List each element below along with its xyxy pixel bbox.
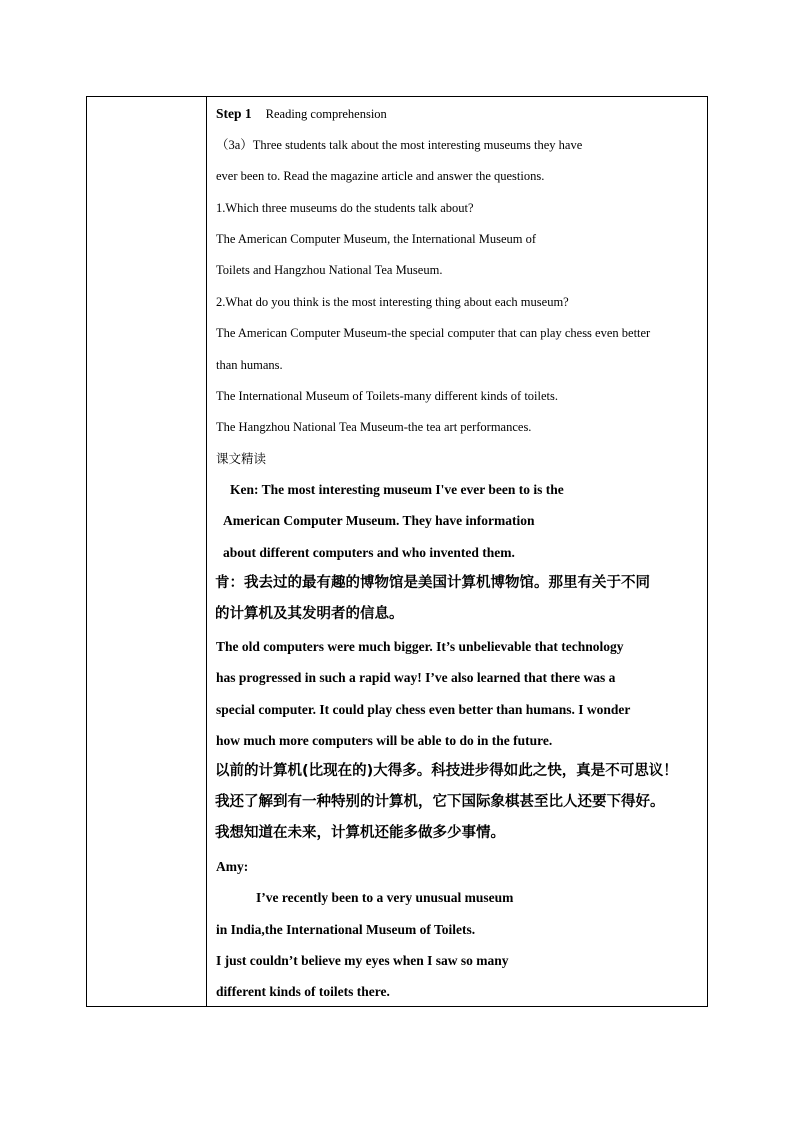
ken-cn2-line-1: 以前的计算机(比现在的)大得多。科技进步得如此之快，真是不可思议！ [215, 763, 678, 779]
answer-2-line-4: The Hangzhou National Tea Museum-the tea art performances. [216, 420, 532, 434]
amy-name: Amy: [216, 859, 249, 874]
ken-en-line-3: about different computers and who invented them. [223, 545, 515, 560]
amy-line-3: I just couldn’t believe my eyes when I saw so many [216, 953, 509, 968]
ken-cn2-line-2: 我还了解到有一种特别的计算机，它下国际象棋甚至比人还要下得好。 [215, 794, 665, 810]
answer-2-line-2: than humans. [216, 358, 283, 372]
step-heading [216, 106, 387, 122]
amy-line-2: in India,the International Museum of Toilets. [216, 922, 476, 937]
content-cell [208, 97, 707, 1006]
amy-line-4: different kinds of toilets there. [216, 984, 390, 999]
step-title: Reading comprehension [265, 107, 387, 121]
ken-en2-line-3: special computer. It could play chess even better than humans. I wonder [216, 702, 631, 717]
ken-cn-line-2: 的计算机及其发明者的信息。 [215, 606, 404, 622]
ken-cn-line-1: 肯：我去过的最有趣的博物馆是美国计算机博物馆。那里有关于不同 [215, 575, 650, 591]
answer-1-line-1: The American Computer Museum, the International Museum of [216, 232, 537, 246]
answer-1-line-2: Toilets and Hangzhou National Tea Museum. [216, 263, 443, 277]
ken-en-line-1: Ken: The most interesting museum I've ever been to is the [230, 482, 564, 497]
document-table [86, 96, 708, 1007]
amy-line-1: I’ve recently been to a very unusual museum [256, 890, 514, 905]
task-line-1: （3a）Three students talk about the most interesting museums they have [216, 138, 583, 152]
ken-en-line-2: American Computer Museum. They have information [223, 513, 535, 528]
ken-en2-line-1: The old computers were much bigger. It’s unbelievable that technology [216, 639, 624, 654]
ken-cn2-line-3: 我想知道在未来，计算机还能多做多少事情。 [215, 825, 505, 841]
task-line-2: ever been to. Read the magazine article and answer the questions. [216, 169, 545, 183]
question-2: 2.What do you think is the most interesting thing about each museum? [216, 295, 569, 309]
section-heading: 课文精读 [216, 451, 267, 466]
ken-en2-line-4: how much more computers will be able to do in the future. [216, 733, 553, 748]
left-column-cell [87, 97, 207, 1006]
answer-2-line-1: The American Computer Museum-the special computer that can play chess even better [216, 326, 651, 340]
question-1: 1.Which three museums do the students talk about? [216, 201, 474, 215]
step-label: Step 1 [216, 106, 252, 121]
answer-2-line-3: The International Museum of Toilets-many different kinds of toilets. [216, 389, 558, 403]
ken-en2-line-2: has progressed in such a rapid way! I’ve also learned that there was a [216, 670, 616, 685]
